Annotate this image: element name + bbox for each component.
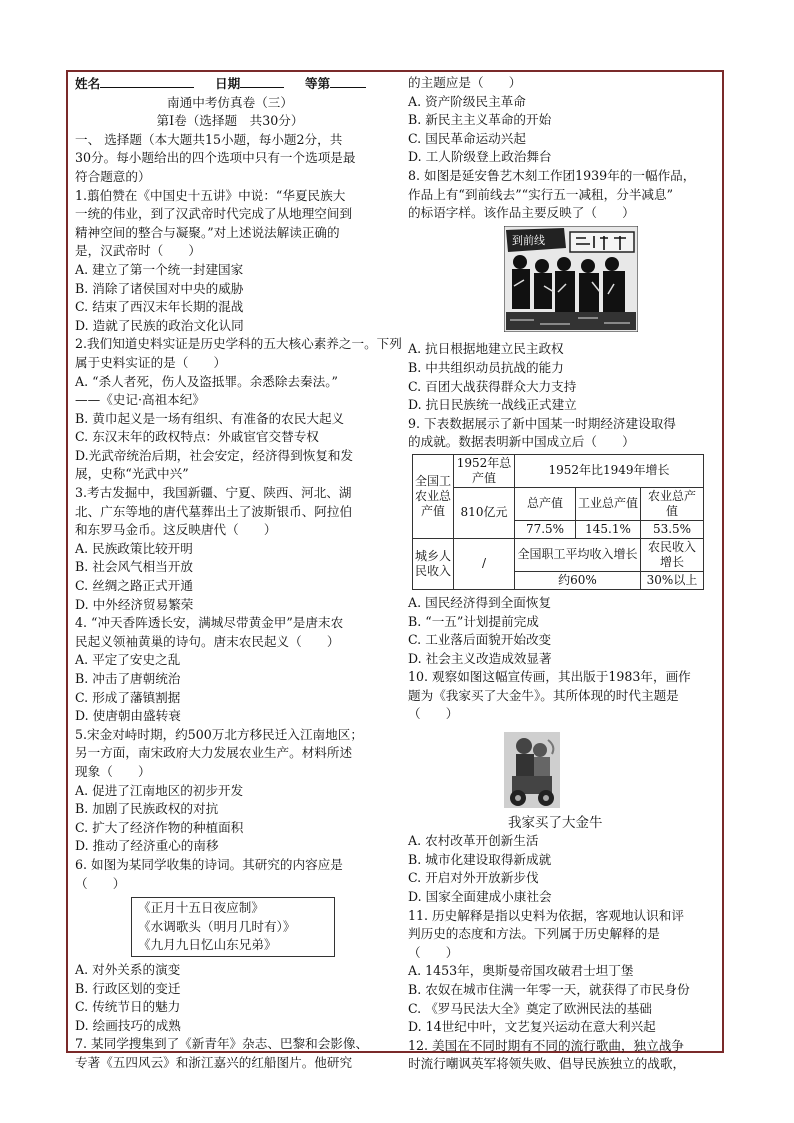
column-header: 总产值: [515, 487, 576, 520]
text-line: D.光武帝统治后期，社会安定，经济得到恢复和发: [75, 447, 354, 463]
text-line: 时流行嘲讽英军将领失败、倡导民族独立的战歌，: [408, 1056, 686, 1072]
right-column: [408, 74, 712, 1074]
text-line: D. 中外经济贸易繁荣: [75, 596, 194, 612]
text-line: A. 民族政策比较开明: [75, 540, 193, 556]
text-line: A. 国民经济得到全面恢复: [408, 594, 552, 610]
svg-text:到前线: 到前线: [512, 233, 545, 247]
rank-label: 等第: [304, 76, 331, 91]
text-line: D. 抗日民族统一战线正式建立: [408, 397, 577, 413]
poem-title: 《九月九日忆山东兄弟》: [138, 937, 277, 953]
q6-poem-box: [131, 897, 335, 957]
propaganda-poster-image: [504, 732, 560, 808]
text-line: C. 国民革命运动兴起: [408, 130, 526, 146]
table-cell: 53.5%: [641, 520, 704, 538]
rightB-block: [408, 340, 712, 452]
economic-data-table: [412, 454, 704, 590]
text-line: B. 新民主主义革命的开始: [408, 112, 552, 128]
text-line: D. 推动了经济重心的南移: [75, 838, 219, 854]
column-header: 农民收入增长: [641, 538, 704, 571]
text-line: 的成就。数据表明新中国成立后（ ）: [408, 434, 635, 450]
text-line: 2.我们知道史料实证是历史学科的五大核心素养之一。下列: [75, 336, 402, 352]
text-line: C. 丝绸之路正式开通: [75, 578, 193, 594]
column-header: 农业总产值: [641, 487, 704, 520]
text-line: 判历史的态度和方法。下列属于历史解释的是: [408, 926, 660, 942]
text-line: A. 抗日根据地建立民主政权: [408, 341, 564, 357]
text-line: D. 国家全面建成小康社会: [408, 889, 552, 905]
text-line: A. 资产阶级民主革命: [408, 93, 526, 109]
text-line: 作品上有“到前线去”“实行五一减租，分半减息”: [408, 186, 674, 202]
text-line: （ ）: [408, 706, 459, 722]
text-line: A. 农村改革开创新生活: [408, 833, 539, 849]
text-line: B. 加剧了民族政权的对抗: [75, 801, 219, 817]
text-line: （ ）: [75, 875, 126, 891]
text-line: C. 结束了西汉末年长期的混战: [75, 299, 244, 315]
leftB-block: [75, 961, 385, 1073]
table-cell: 30%以上: [641, 571, 704, 589]
date-field[interactable]: [240, 74, 284, 88]
text-line: 12. 美国在不同时期有不同的流行歌曲，独立战争: [408, 1037, 684, 1053]
text-line: A. 1453年，奥斯曼帝国攻破君士坦丁堡: [408, 963, 634, 979]
row-header: 全国工农业总产值: [413, 454, 454, 538]
text-line: ——《史记·高祖本纪》: [75, 392, 205, 408]
rightC-block: [408, 594, 712, 724]
text-line: C. 开启对外开放新步伐: [408, 870, 539, 886]
table-cell: 145.1%: [576, 520, 641, 538]
table-cell: 810亿元: [454, 487, 515, 538]
text-line: C. 东汉末年的政权特点：外戚宦官交替专权: [75, 429, 319, 445]
text-line: 精神空间的整合与凝聚。”对上述说法解读正确的: [75, 224, 340, 240]
rightD-block: [408, 832, 712, 1074]
text-line: 7. 某同学搜集到了《新青年》杂志、巴黎和会影像、: [75, 1036, 369, 1052]
text-line: 的主题应是（ ）: [408, 75, 522, 90]
column-header: 全国职工平均收入增长: [515, 538, 641, 571]
text-line: 一统的伟业，到了汉武帝时代完成了从地理空间到: [75, 206, 353, 222]
text-line: 北、广东等地的唐代墓葬出土了波斯银币、阿拉伯: [75, 503, 353, 519]
name-field[interactable]: [100, 74, 194, 88]
text-line: B. 农奴在城市住满一年零一天，就获得了市民身份: [408, 982, 690, 997]
text-line: C. 《罗马民法大全》奠定了欧洲民法的基础: [408, 1000, 652, 1016]
text-line: 4. “冲天香阵透长安，满城尽带黄金甲”是唐末农: [75, 615, 344, 631]
text-line: 展，史称“光武中兴”: [75, 466, 189, 482]
text-line: B. “一五”计划提前完成: [408, 613, 539, 629]
text-line: 属于史料实证的是（ ）: [75, 354, 227, 370]
poster-caption: 我家买了大金牛: [508, 814, 603, 831]
text-line: 题为《我家买了大金牛》。其所体现的时代主题是: [408, 687, 679, 703]
name-label: 姓名: [75, 76, 101, 91]
text-line: 的标语字样。该作品主要反映了（ ）: [408, 205, 635, 221]
row-header: 城乡人民收入: [413, 538, 454, 589]
column-header: 1952年总产值: [454, 454, 515, 487]
text-line: C. 百团大战获得群众大力支持: [408, 378, 577, 394]
text-line: C. 扩大了经济作物的种植面积: [75, 819, 244, 835]
text-line: B. 消除了诸侯国对中央的威胁: [75, 280, 244, 296]
text-line: B. 中共组织动员抗战的能力: [408, 359, 564, 375]
text-line: 民起义领袖黄巢的诗句。唐末农民起义（ ）: [75, 633, 340, 649]
text-line: D. 绘画技巧的成熟: [75, 1017, 181, 1033]
text-line: B. 行政区划的变迁: [75, 980, 181, 996]
text-line: 11. 历史解释是指以史料为依据，客观地认识和评: [408, 907, 684, 923]
text-line: A. 平定了安史之乱: [75, 652, 181, 668]
poem-title: 《正月十五日夜应制》: [138, 900, 264, 916]
text-line: B. 城市化建设取得新成就: [408, 851, 552, 867]
column-header: 1952年比1949年增长: [515, 454, 704, 487]
text-line: A. 促进了江南地区的初步开发: [75, 782, 244, 798]
text-line: D. 使唐朝由盛转衰: [75, 708, 181, 724]
text-line: 1.翦伯赞在《中国史十五讲》中说：“华夏民族大: [75, 187, 346, 203]
text-line: C. 工业落后面貌开始改变: [408, 632, 552, 648]
text-line: 9. 下表数据展示了新中国某一时期经济建设取得: [408, 415, 676, 431]
text-line: D. 14世纪中叶，文艺复兴运动在意大利兴起: [408, 1019, 656, 1035]
text-line: A. 对外关系的演变: [75, 961, 181, 977]
text-line: 6. 如图为某同学收集的诗词。其研究的内容应是: [75, 856, 343, 872]
table-cell: /: [454, 538, 515, 589]
table-cell: 77.5%: [515, 520, 576, 538]
text-line: 现象（ ）: [75, 763, 151, 779]
text-line: B. 黄巾起义是一场有组织、有准备的农民大起义: [75, 410, 345, 426]
instr-block: [75, 131, 385, 187]
exam-title: 南通中考仿真卷（三）: [167, 94, 293, 110]
text-line: 是，汉武帝时（ ）: [75, 243, 201, 259]
text-line: 8. 如图是延安鲁艺木刻工作团1939年的一幅作品，: [408, 167, 696, 183]
text-line: C. 传统节日的魅力: [75, 999, 181, 1015]
text-line: A. 建立了第一个统一封建国家: [75, 261, 244, 277]
rank-field[interactable]: [330, 74, 366, 88]
section-title: 第Ⅰ卷（选择题 共30分）: [156, 113, 304, 129]
rightA-block: [408, 74, 712, 223]
text-line: 10. 观察如图这幅宣传画，其出版于1983年，画作: [408, 669, 691, 685]
text-line: D. 工人阶级登上政治舞台: [408, 149, 552, 165]
table-cell: 约60%: [515, 571, 641, 589]
header-line: [75, 74, 385, 94]
text-line: A. “杀人者死，伤人及盗抵罪。余悉除去秦法。”: [75, 373, 338, 389]
text-line: 30分。每小题给出的四个选项中只有一个选项是最: [75, 150, 356, 166]
text-line: D. 造就了民族的政治文化认同: [75, 317, 244, 333]
text-line: 和东罗马金币。这反映唐代（ ）: [75, 522, 277, 538]
text-line: 一、 选择题（本大题共15小题，每小题2分，共: [75, 131, 343, 147]
woodcut-print-image: [504, 226, 638, 332]
text-line: D. 社会主义改造成效显著: [408, 650, 552, 666]
text-line: 专著《五四风云》和浙江嘉兴的红船图片。他研究: [75, 1054, 353, 1070]
text-line: B. 冲击了唐朝统治: [75, 671, 181, 686]
text-line: C. 形成了藩镇割据: [75, 689, 181, 705]
date-label: 日期: [214, 76, 241, 91]
text-line: 5.宋金对峙时期，约500万北方移民迁入江南地区；: [75, 726, 363, 742]
text-line: 符合题意的）: [75, 168, 151, 184]
column-header: 工业总产值: [576, 487, 641, 520]
text-line: B. 社会风气相当开放: [75, 559, 194, 575]
poem-title: 《水调歌头（明月几时有）》: [138, 918, 296, 934]
left-column: [75, 74, 402, 1072]
leftA-block: [75, 187, 402, 894]
text-line: 另一方面，南宋政府大力发展农业生产。材料所述: [75, 745, 353, 761]
text-line: （ ）: [408, 944, 459, 960]
text-line: 3.考古发掘中，我国新疆、宁夏、陕西、河北、湖: [75, 485, 352, 501]
